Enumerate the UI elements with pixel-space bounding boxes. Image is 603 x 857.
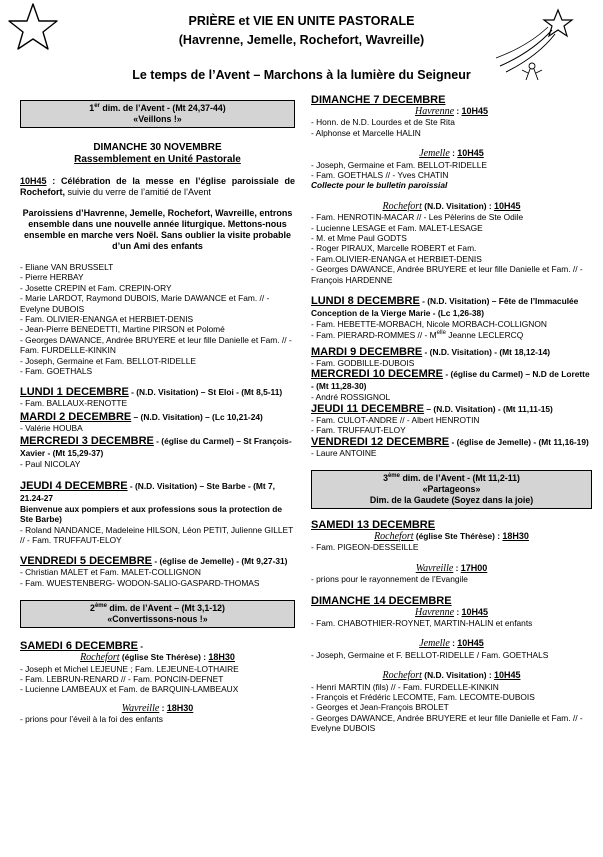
day-l1: LUNDI 1 DECEMBRE - (N.D. Visitation) – St Eloi - (Mt 8,5-11) - Fam. BALLAUX-RENOTTE <box>20 386 295 408</box>
day-me10: MERCREDI 10 DECEMRE - (église du Carmel) – N.D de Lorette - (Mt 11,28-30) - André ROSSIGNOL <box>311 368 592 402</box>
page-title: PRIÈRE et VIE EN UNITE PASTORALE <box>188 14 415 28</box>
list-item: - Roger PIRAUX, Marcelle ROBERT et Fam. <box>311 243 477 254</box>
sunday1-box: 1er dim. de l’Avent - (Mt 24,37-44) «Veillons !» <box>20 100 295 128</box>
list-item: - Georges DAWANCE, Andrée BRUYERE et leur fille Danielle et Fam. // - François HARDENNE <box>311 264 583 285</box>
list-item: - Josette CREPIN et Fam. CREPIN-ORY <box>20 282 172 293</box>
day-d7: DIMANCHE 7 DECEMBRE Havrenne : 10H45 - Honn. de N.D. Lourdes et de Ste Rita - Alphonse et Marcelle HALIN Jemelle : 10H45 - Joseph, Germaine et Fam. BELLOT-RIDELLE - Fam. GOETHALS // - Yves CHATIN Collecte pour le bulletin paroissial Rochefort (N.D. Visitation) : 10H45 - Fam. HENROTIN-MACAR // - Les Pèlerins de Ste Odile - Lucienne LESAGE et Fam. MALET-LESAGE - M. et Mme Paul GODTS - Roger PIRAUX, Marcelle ROBERT et Fam. - Fam.OLIVIER-ENANGA et HERBIET-DENIS - Georges DAWANCE, Andrée BRUYERE et leur fille Danielle et Fam. // - François HARDENNE <box>311 94 592 285</box>
list-item: - Fam. TRUFFAUT-ELOY <box>311 425 406 436</box>
sunday3-box: 3ème dim. de l’Avent - (Mt 11,2-11) «Partageons» Dim. de la Gaudete (Soyez dans la joie) <box>311 470 592 509</box>
list-item: - Fam. WUESTENBERG- WODON-SALIO-GASPARD-THOMAS <box>20 577 260 588</box>
sunday2-box: 2ème dim. de l’Avent – (Mt 3,1-12) «Convertissons-nous !» <box>20 600 295 628</box>
list-item: - Roland NANDANCE, Madeleine HILSON, Léon PETIT, Julienne GILLET // - Fam. TRUFFAUT-ELOY <box>20 524 294 545</box>
list-item: - Lucienne LAMBEAUX et Fam. de BARQUIN-LAMBEAUX <box>20 684 239 695</box>
day-v5: VENDREDI 5 DECEMBRE - (église de Jemelle) - (Mt 9,27-31) - Christian MALET et Fam. MALET-COLLIGNON - Fam. WUESTENBERG- WODON-SALIO-GASPARD-THOMAS <box>20 555 295 588</box>
list-item: - Fam. HENROTIN-MACAR // - Les Pèlerins de Ste Odile <box>311 212 524 223</box>
list-item: - prions pour l’éveil à la foi des enfants <box>20 714 163 725</box>
list-item: - Lucienne LESAGE et Fam. MALET-LESAGE <box>311 222 483 233</box>
list-item: - Fam. OLIVIER-ENANGA et HERBIET-DENIS <box>20 314 194 325</box>
list-item: - Fam. LEBRUN-RENARD // - Fam. PONCIN-DEFNET <box>20 673 224 684</box>
list-item: - Fam. GODBILLE-DUBOIS <box>311 357 415 368</box>
page-header <box>0 0 603 90</box>
list-item: - Fam. BALLAUX-RENOTTE <box>20 398 128 409</box>
list-item: - Joseph et Michel LEJEUNE ; Fam. LEJEUNE-LOTHAIRE <box>20 663 239 674</box>
day-s13: SAMEDI 13 DECEMBRE Rochefort (église Ste Thérèse) : 18H30 - Fam. PIGEON-DESSEILLE Wavreille : 17H00 - prions pour le rayonnement de l’Evangile <box>311 519 592 585</box>
list-item: - Henri MARTIN (fils) // - Fam. FURDELLE-KINKIN <box>311 681 499 692</box>
list-item: - Georges DAWANCE, Andrée BRUYERE et leur fille Danielle et Fam. // - Evelyne DUBOIS <box>311 712 583 734</box>
list-item: - Fam. PIGEON-DESSEILLE <box>311 542 419 553</box>
day-v12: VENDREDI 12 DECEMBRE - (église de Jemelle) - (Mt 11,16-19) - Laure ANTOINE <box>311 436 592 458</box>
list-item: - Fam. CHABOTHIER-ROYNET, MARTIN-HALIN et enfants <box>311 617 533 628</box>
list-item: - Joseph, Germaine et Fam. BELLOT-RIDELLE <box>311 159 487 170</box>
list-item: - Georges DAWANCE, Andrée BRUYERE et leur fille Danielle et Fam. // - Fam. FURDELLE-KINKIN <box>20 334 292 356</box>
list-item: - M. et Mme Paul GODTS <box>311 233 407 244</box>
left-column <box>20 94 295 725</box>
list-item: - Valérie HOUBA <box>20 422 83 433</box>
day-d14: DIMANCHE 14 DECEMBRE Havrenne : 10H45 - Fam. CHABOTHIER-ROYNET, MARTIN-HALIN et enfants Jemelle : 10H45 - Joseph, Germaine et F. BELLOT-RIDELLE / Fam. GOETHALS Rochefort (N.D. Visitation) : 10H45 - Henri MARTIN (fils) // - Fam. FURDELLE-KINKIN - François et Frédéric LECOMTE, Fam. LECOMTE-DUBOIS - Georges et Jean-François BROLET - Georges DAWANCE, Andrée BRUYERE et leur fille Danielle et Fam. // - Evelyne DUBOIS <box>311 595 592 734</box>
list-item: - Fam. PIERARD-ROMMES // - $M^{elle}$ Jeanne LECLERCQ <box>311 329 524 340</box>
d30-paragraph: Paroissiens d’Havrenne, Jemelle, Rochefort, Wavreille, entrons ensemble dans une nouvelle année liturgique. Mettons-nous ensemble en marche vers Noël. Sans oublier la visite probable d’un Ami des enfants <box>22 208 293 251</box>
list-item: - Joseph, Germaine et F. BELLOT-RIDELLE / Fam. GOETHALS <box>311 649 549 660</box>
day-j4: JEUDI 4 DECEMBRE - (N.D. Visitation) – Ste Barbe - (Mt 7, 21.24-27 Bienvenue aux pompiers et aux professions sous la protection de Ste Barbe) - Roland NANDANCE, Madeleine HILSON, Léon PETIT, Julienne GILLET // - Fam. TRUFFAUT-ELOY <box>20 479 294 545</box>
list-item: - Joseph, Germaine et Fam. BELLOT-RIDELLE <box>20 355 196 366</box>
list-item: - Fam. GOETHALS <box>20 366 93 377</box>
day-m2: MARDI 2 DECEMBRE – (N.D. Visitation) – (Lc 10,21-24) - Valérie HOUBA <box>20 411 295 433</box>
list-item: - Eliane VAN BRUSSELT <box>20 262 114 272</box>
d30-mass: 10H45 : Célébration de la messe en l’église paroissiale de Rochefort, suivie du verre de l’amitié de l’Avent <box>20 176 295 197</box>
list-item: - Fam. HEBETTE-MORBACH, Nicole MORBACH-COLLIGNON <box>311 319 547 330</box>
list-item: - Fam. CULOT-ANDRE // - Albert HENROTIN <box>311 414 480 425</box>
list-item: - Fam.OLIVIER-ENANGA et HERBIET-DENIS <box>311 253 482 264</box>
list-item: - prions pour le rayonnement de l’Evangile <box>311 574 468 585</box>
list-item: - François et Frédéric LECOMTE, Fam. LECOMTE-DUBOIS <box>311 692 535 702</box>
list-item: - André ROSSIGNOL <box>311 392 391 403</box>
list-item: - Alphonse et Marcelle HALIN <box>311 127 421 138</box>
list-item: - Pierre HERBAY <box>20 272 84 283</box>
page-subtitle: (Havrenne, Jemelle, Rochefort, Wavreille) <box>178 33 425 47</box>
d30-title: DIMANCHE 30 NOVEMBRE <box>93 142 222 153</box>
day-s6: SAMEDI 6 DECEMBRE - Rochefort (église Ste Thérèse) : 18H30 - Joseph et Michel LEJEUNE ; Fam. LEJEUNE-LOTHAIRE - Fam. LEBRUN-RENARD // - Fam. PONCIN-DEFNET - Lucienne LAMBEAUX et Fam. de BARQUIN-LAMBEAUX Wavreille : 18H30 - prions pour l’éveil à la foi des enfants <box>20 640 295 724</box>
list-item: - Marie LARDOT, Raymond DUBOIS, Marie DAWANCE et Fam. // - Evelyne DUBOIS <box>20 293 270 314</box>
day-m9: MARDI 9 DECEMBRE - (N.D. Visitation) - (Mt 18,12-14) - Fam. GODBILLE-DUBOIS <box>311 346 592 368</box>
right-column <box>311 94 592 734</box>
list-item: - Laure ANTOINE <box>311 447 377 458</box>
list-item: - Christian MALET et Fam. MALET-COLLIGNON <box>20 567 201 578</box>
list-item: - Fam. GOETHALS // - Yves CHATIN <box>311 170 449 181</box>
d30-subtitle: Rassemblement en Unité Pastorale <box>74 154 241 165</box>
d30-list <box>20 262 295 376</box>
day-me3: MERCREDI 3 DECEMBRE - (église du Carmel) – St François-Xavier - (Mt 15,29-37) - Paul NICOLAY <box>20 435 295 469</box>
shooting-star-icon <box>492 6 584 86</box>
page-theme: Le temps de l’Avent – Marchons à la lumière du Seigneur <box>132 68 471 82</box>
list-item: - Honn. de N.D. Lourdes et de Ste Rita <box>311 117 455 128</box>
list-item: - Paul NICOLAY <box>20 459 81 470</box>
list-item: - Jean-Pierre BENEDETTI, Martine PIRSON et Polomé <box>20 324 225 335</box>
list-item: - Georges et Jean-François BROLET <box>311 702 449 713</box>
day-l8: LUNDI 8 DECEMBRE - (N.D. Visitation) – Fête de l’Immaculée Conception de la Vierge Marie - (Lc 1,26-38) - Fam. HEBETTE-MORBACH, Nicole MORBACH-COLLIGNON - Fam. PIERARD-ROMMES // - $M^{elle}$ Jeanne LECLERCQ <box>311 295 592 340</box>
collect-note: Collecte pour le bulletin paroissial <box>311 180 448 191</box>
day-j11: JEUDI 11 DECEMBRE – (N.D. Visitation) - (Mt 11,11-15) - Fam. CULOT-ANDRE // - Albert HENROTIN - Fam. TRUFFAUT-ELOY <box>311 403 592 436</box>
